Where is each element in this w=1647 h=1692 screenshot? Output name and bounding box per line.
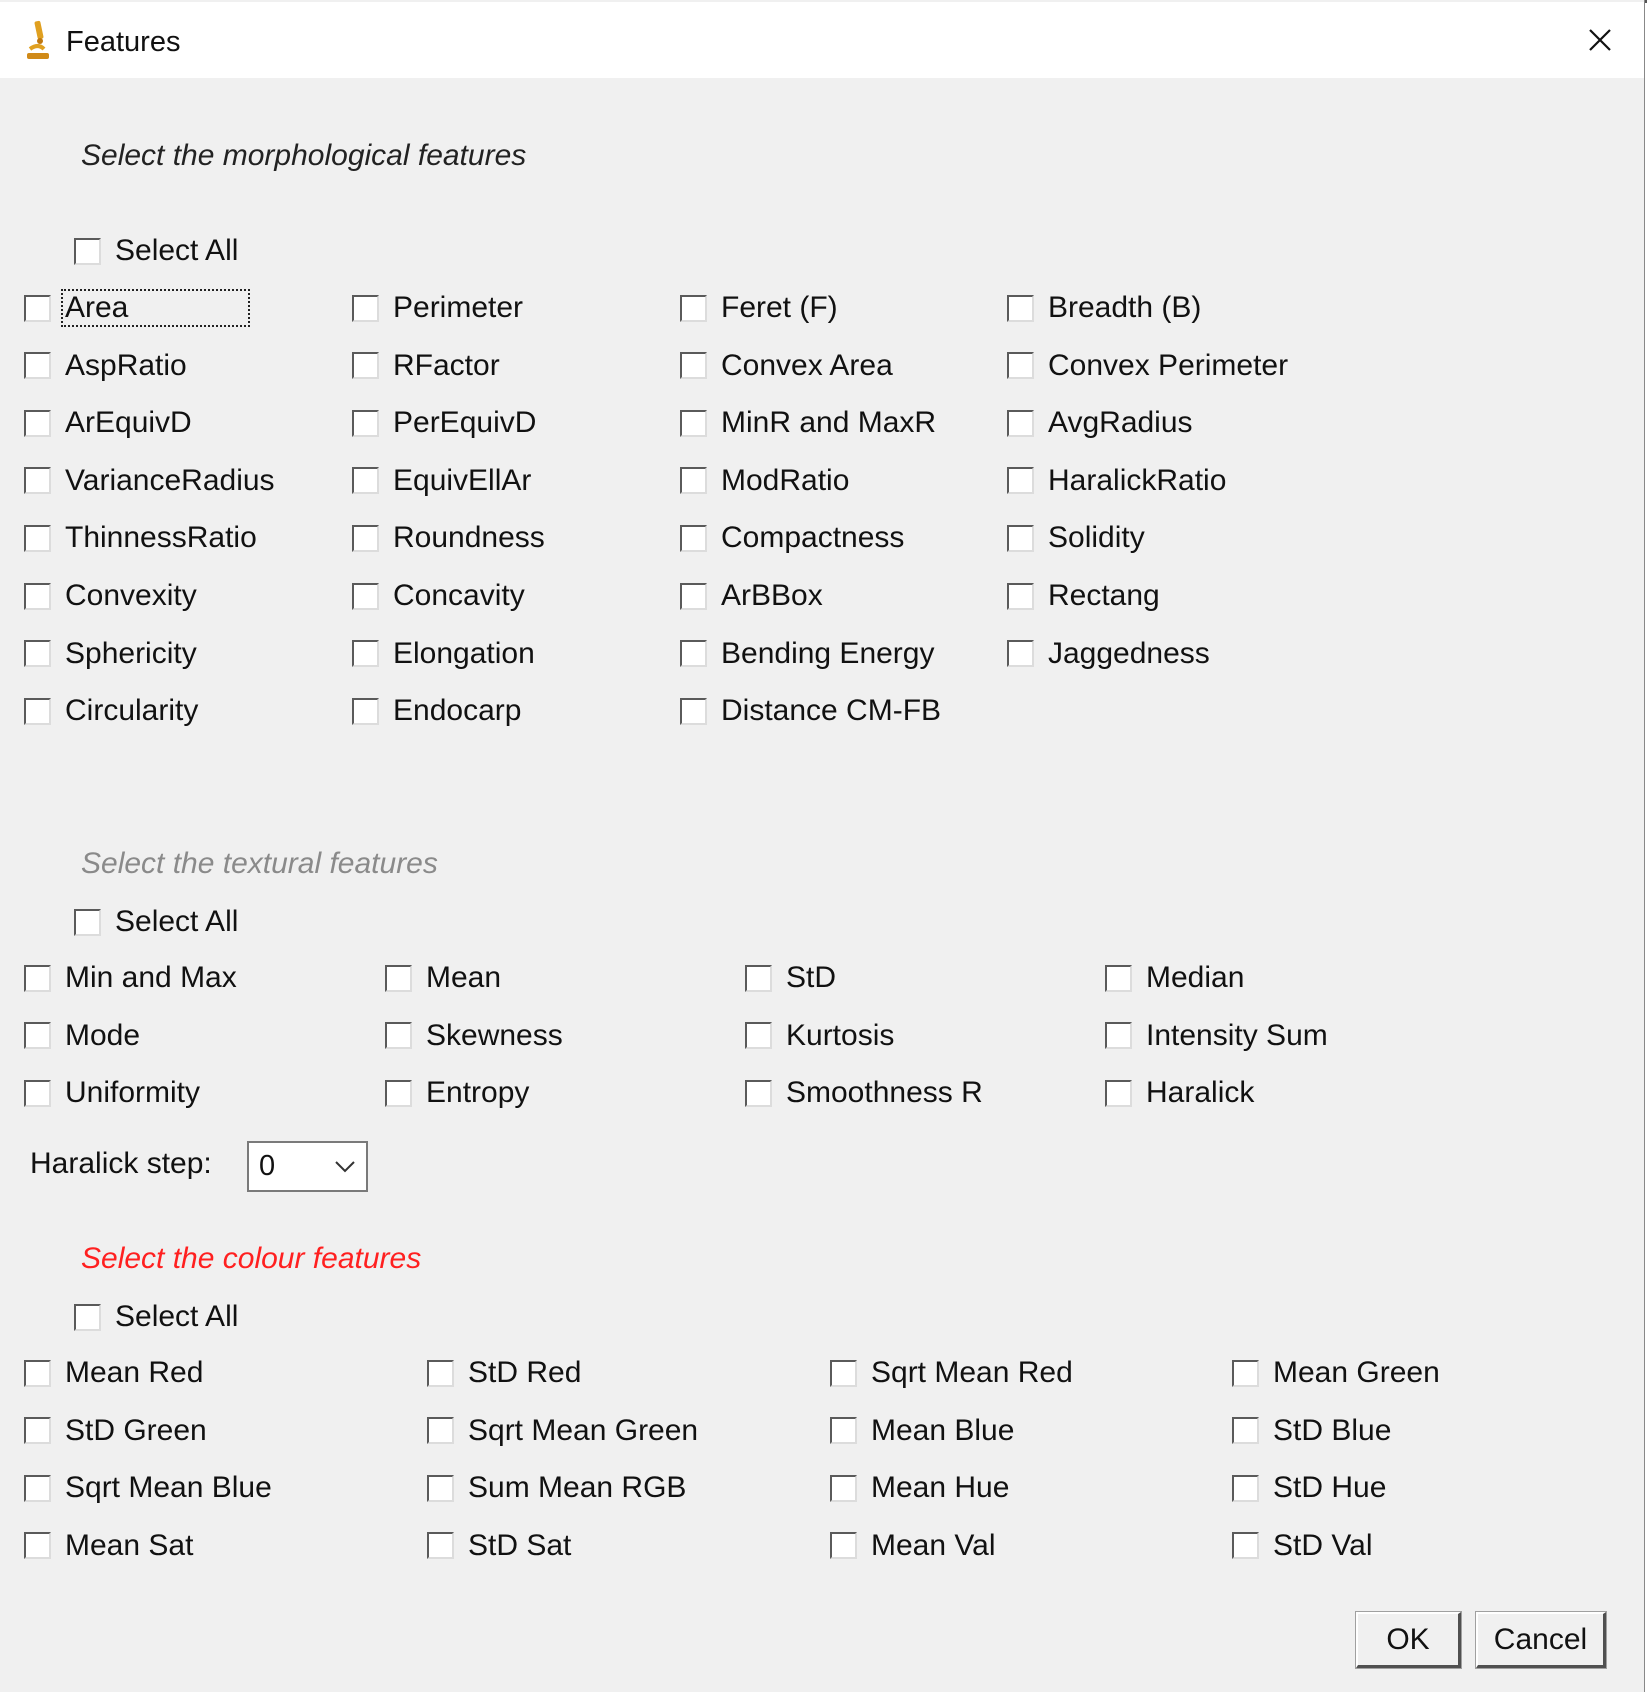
checkbox-label: Mean Green	[1273, 1356, 1440, 1389]
checkbox-box	[24, 1360, 51, 1387]
checkbox-box	[24, 640, 51, 667]
checkbox-label: Select All	[115, 905, 239, 938]
checkbox-label: MinR and MaxR	[721, 406, 937, 440]
checkbox-label: VarianceRadius	[65, 463, 275, 497]
checkbox-box	[680, 698, 707, 725]
checkbox-box	[352, 467, 379, 494]
checkbox-box	[427, 1475, 454, 1502]
checkbox-jaggedness[interactable]	[1007, 634, 1212, 674]
colour-select-all-checkbox[interactable]	[74, 1297, 240, 1337]
checkbox-box	[352, 583, 379, 610]
checkbox-box	[1007, 467, 1034, 494]
checkbox-median[interactable]	[1105, 958, 1246, 998]
checkbox-bending-energy[interactable]	[680, 634, 937, 674]
checkbox-box	[385, 965, 412, 992]
checkbox-label: Circularity	[65, 694, 199, 728]
checkbox-box	[1007, 410, 1034, 437]
checkbox-aspratio[interactable]	[24, 346, 189, 386]
checkbox-label: Sqrt Mean Green	[468, 1413, 699, 1447]
checkbox-box	[24, 410, 51, 437]
checkbox-box	[24, 1080, 51, 1107]
checkbox-min-and-max[interactable]	[24, 958, 239, 998]
checkbox-box	[680, 640, 707, 667]
checkbox-box	[24, 1022, 51, 1049]
checkbox-std-blue[interactable]	[1232, 1411, 1393, 1451]
checkbox-mean-hue[interactable]	[830, 1468, 1011, 1508]
checkbox-box	[1232, 1417, 1259, 1444]
checkbox-label: Distance CM-FB	[721, 694, 942, 728]
checkbox-label: Smoothness R	[786, 1076, 983, 1110]
checkbox-sqrt-mean-red[interactable]	[830, 1353, 1075, 1393]
checkbox-sqrt-mean-blue[interactable]	[24, 1468, 274, 1508]
checkbox-box	[427, 1360, 454, 1387]
checkbox-kurtosis[interactable]	[745, 1016, 896, 1056]
checkbox-box	[74, 909, 101, 936]
checkbox-perimeter[interactable]	[352, 288, 525, 328]
checkbox-box	[680, 525, 707, 552]
checkbox-label: PerEquivD	[393, 406, 537, 440]
checkbox-avgradius[interactable]	[1007, 403, 1195, 443]
checkbox-sum-mean-rgb[interactable]	[427, 1468, 688, 1508]
checkbox-convex-perimeter[interactable]	[1007, 346, 1290, 386]
checkbox-label: Select All	[115, 1300, 239, 1333]
checkbox-label: Perimeter	[393, 291, 524, 324]
checkbox-label: Min and Max	[65, 961, 237, 994]
checkbox-perequivd[interactable]	[352, 403, 538, 443]
checkbox-smoothness-r[interactable]	[745, 1073, 985, 1113]
checkbox-arbbox[interactable]	[680, 576, 825, 616]
checkbox-label: Jaggedness	[1048, 636, 1210, 670]
checkbox-box	[24, 352, 51, 379]
checkbox-box	[1007, 640, 1034, 667]
checkbox-label: Intensity Sum	[1146, 1018, 1328, 1052]
title-bar	[0, 2, 1644, 78]
checkbox-label: HaralickRatio	[1048, 463, 1227, 497]
checkbox-arequivd[interactable]	[24, 403, 194, 443]
checkbox-label: Area	[63, 291, 248, 325]
checkbox-box	[24, 1417, 51, 1444]
dialog-body	[0, 78, 1644, 1692]
checkbox-box	[352, 525, 379, 552]
checkbox-label: Median	[1146, 961, 1245, 994]
checkbox-box	[24, 1475, 51, 1502]
checkbox-box	[24, 467, 51, 494]
checkbox-label: StD	[786, 961, 837, 994]
checkbox-distance-cm-fb[interactable]	[680, 691, 943, 731]
checkbox-box	[74, 1304, 101, 1331]
checkbox-label: Mean	[426, 961, 502, 994]
checkbox-label: Endocarp	[393, 694, 522, 728]
textural-section-title: Select the textural features	[81, 847, 438, 880]
haralick-step-label: Haralick step:	[30, 1147, 212, 1180]
cancel-button[interactable]: Cancel	[1476, 1612, 1606, 1668]
checkbox-label: Rectang	[1048, 579, 1160, 612]
checkbox-rectang[interactable]	[1007, 576, 1162, 616]
checkbox-std[interactable]	[745, 958, 838, 998]
checkbox-std-red[interactable]	[427, 1353, 583, 1393]
checkbox-box	[1232, 1360, 1259, 1387]
checkbox-box	[352, 640, 379, 667]
checkbox-box	[74, 238, 101, 265]
checkbox-label: Mean Hue	[871, 1471, 1010, 1505]
checkbox-box	[24, 295, 51, 322]
checkbox-std-sat[interactable]	[427, 1526, 573, 1566]
checkbox-solidity[interactable]	[1007, 518, 1147, 558]
checkbox-equivellar[interactable]	[352, 461, 533, 501]
checkbox-label: StD Blue	[1273, 1413, 1392, 1447]
checkbox-box	[1105, 1080, 1132, 1107]
checkbox-label: EquivEllAr	[393, 463, 532, 497]
checkbox-box	[830, 1360, 857, 1387]
checkbox-box	[1007, 352, 1034, 379]
checkbox-box	[385, 1022, 412, 1049]
checkbox-label: Entropy	[426, 1076, 530, 1110]
close-icon	[1588, 28, 1612, 52]
checkbox-std-green[interactable]	[24, 1411, 209, 1451]
checkbox-label: AvgRadius	[1048, 406, 1193, 440]
checkbox-box	[427, 1532, 454, 1559]
checkbox-label: Solidity	[1048, 521, 1145, 555]
checkbox-mean-val[interactable]	[830, 1526, 998, 1566]
checkbox-box	[830, 1475, 857, 1502]
checkbox-mean-red[interactable]	[24, 1353, 205, 1393]
checkbox-label: Mode	[65, 1018, 141, 1052]
checkbox-label: StD Sat	[468, 1528, 572, 1562]
checkbox-label: Sum Mean RGB	[468, 1471, 687, 1505]
checkbox-box	[1007, 525, 1034, 552]
close-button[interactable]	[1556, 2, 1644, 78]
checkbox-breadth-b[interactable]	[1007, 288, 1203, 328]
checkbox-concavity[interactable]	[352, 576, 527, 616]
checkbox-label: ModRatio	[721, 463, 850, 497]
checkbox-label: StD Green	[65, 1413, 207, 1447]
checkbox-rfactor[interactable]	[352, 346, 502, 386]
checkbox-box	[1105, 965, 1132, 992]
checkbox-box	[680, 467, 707, 494]
checkbox-box	[24, 583, 51, 610]
checkbox-box	[1007, 295, 1034, 322]
checkbox-entropy[interactable]	[385, 1073, 531, 1113]
checkbox-uniformity[interactable]	[24, 1073, 202, 1113]
checkbox-intensity-sum[interactable]	[1105, 1016, 1330, 1056]
checkbox-label: Mean Blue	[871, 1413, 1015, 1447]
checkbox-box	[680, 583, 707, 610]
checkbox-box	[1105, 1022, 1132, 1049]
checkbox-label: Feret (F)	[721, 291, 838, 324]
checkbox-box	[427, 1417, 454, 1444]
checkbox-label: Sphericity	[65, 636, 197, 670]
checkbox-varianceradius[interactable]	[24, 461, 277, 501]
checkbox-box	[385, 1080, 412, 1107]
checkbox-label: Sqrt Mean Red	[871, 1356, 1073, 1389]
checkbox-label: StD Red	[468, 1356, 582, 1389]
checkbox-label: Concavity	[393, 579, 525, 612]
checkbox-label: Mean Sat	[65, 1528, 194, 1562]
checkbox-label: Roundness	[393, 521, 545, 555]
checkbox-box	[352, 352, 379, 379]
checkbox-label: Mean Val	[871, 1528, 996, 1562]
checkbox-std-hue[interactable]	[1232, 1468, 1388, 1508]
checkbox-label: ArEquivD	[65, 406, 192, 440]
checkbox-mean-green[interactable]	[1232, 1353, 1442, 1393]
checkbox-box	[24, 1532, 51, 1559]
checkbox-box	[352, 698, 379, 725]
checkbox-box	[680, 410, 707, 437]
checkbox-haralickratio[interactable]	[1007, 461, 1228, 501]
checkbox-compactness[interactable]	[680, 518, 906, 558]
checkbox-endocarp[interactable]	[352, 691, 523, 731]
checkbox-sphericity[interactable]	[24, 634, 199, 674]
morphological-section-title: Select the morphological features	[81, 139, 527, 172]
checkbox-label: Haralick	[1146, 1076, 1255, 1110]
checkbox-label: StD Val	[1273, 1528, 1373, 1562]
checkbox-convexity[interactable]	[24, 576, 199, 616]
morphological-select-all-checkbox[interactable]	[74, 231, 240, 271]
checkbox-label: Convex Area	[721, 348, 893, 382]
checkbox-convex-area[interactable]	[680, 346, 895, 386]
checkbox-box	[745, 1022, 772, 1049]
checkbox-circularity[interactable]	[24, 691, 200, 731]
checkbox-label: StD Hue	[1273, 1471, 1387, 1505]
checkbox-elongation[interactable]	[352, 634, 537, 674]
checkbox-box	[24, 698, 51, 725]
haralick-step-value: 0	[259, 1150, 276, 1182]
checkbox-label: Kurtosis	[786, 1018, 895, 1052]
checkbox-label: Convexity	[65, 579, 197, 612]
colour-section-title: Select the colour features	[81, 1242, 422, 1275]
checkbox-box	[1232, 1475, 1259, 1502]
checkbox-std-val[interactable]	[1232, 1526, 1374, 1566]
checkbox-box	[24, 965, 51, 992]
checkbox-box	[352, 295, 379, 322]
checkbox-mode[interactable]	[24, 1016, 142, 1056]
textural-select-all-checkbox[interactable]	[74, 902, 240, 942]
checkbox-box	[1232, 1532, 1259, 1559]
checkbox-mean-sat[interactable]	[24, 1526, 195, 1566]
checkbox-feret-f[interactable]	[680, 288, 840, 328]
checkbox-box	[830, 1532, 857, 1559]
checkbox-thinnessratio[interactable]	[24, 518, 259, 558]
checkbox-box	[745, 1080, 772, 1107]
checkbox-mean[interactable]	[385, 958, 503, 998]
checkbox-label: ArBBox	[721, 579, 823, 612]
checkbox-box	[745, 965, 772, 992]
ok-button[interactable]: OK	[1356, 1612, 1461, 1668]
checkbox-roundness[interactable]	[352, 518, 547, 558]
checkbox-sqrt-mean-green[interactable]	[427, 1411, 700, 1451]
checkbox-label: Elongation	[393, 636, 535, 670]
checkbox-label: Sqrt Mean Blue	[65, 1471, 272, 1505]
checkbox-label: Convex Perimeter	[1048, 348, 1289, 382]
checkbox-label: AspRatio	[65, 348, 187, 382]
checkbox-skewness[interactable]	[385, 1016, 565, 1056]
checkbox-box	[680, 295, 707, 322]
checkbox-mean-blue[interactable]	[830, 1411, 1016, 1451]
checkbox-haralick[interactable]	[1105, 1073, 1256, 1113]
checkbox-label: Compactness	[721, 521, 905, 555]
checkbox-label: RFactor	[393, 348, 500, 382]
checkbox-box	[830, 1417, 857, 1444]
checkbox-label: Breadth (B)	[1048, 291, 1202, 324]
checkbox-label: Uniformity	[65, 1076, 201, 1110]
checkbox-label: Bending Energy	[721, 636, 935, 670]
checkbox-label: Skewness	[426, 1018, 563, 1052]
chevron-down-icon	[334, 1160, 356, 1174]
window-title: Features	[66, 26, 181, 58]
checkbox-box	[352, 410, 379, 437]
checkbox-modratio[interactable]	[680, 461, 851, 501]
checkbox-area[interactable]	[24, 288, 248, 328]
checkbox-minr-and-maxr[interactable]	[680, 403, 938, 443]
checkbox-box	[680, 352, 707, 379]
checkbox-label: Mean Red	[65, 1356, 204, 1389]
checkbox-box	[1007, 583, 1034, 610]
haralick-step-select[interactable]	[247, 1141, 368, 1192]
checkbox-label: Select All	[115, 234, 239, 267]
microscope-icon	[24, 19, 52, 61]
checkbox-box	[24, 525, 51, 552]
checkbox-label: ThinnessRatio	[65, 521, 257, 555]
